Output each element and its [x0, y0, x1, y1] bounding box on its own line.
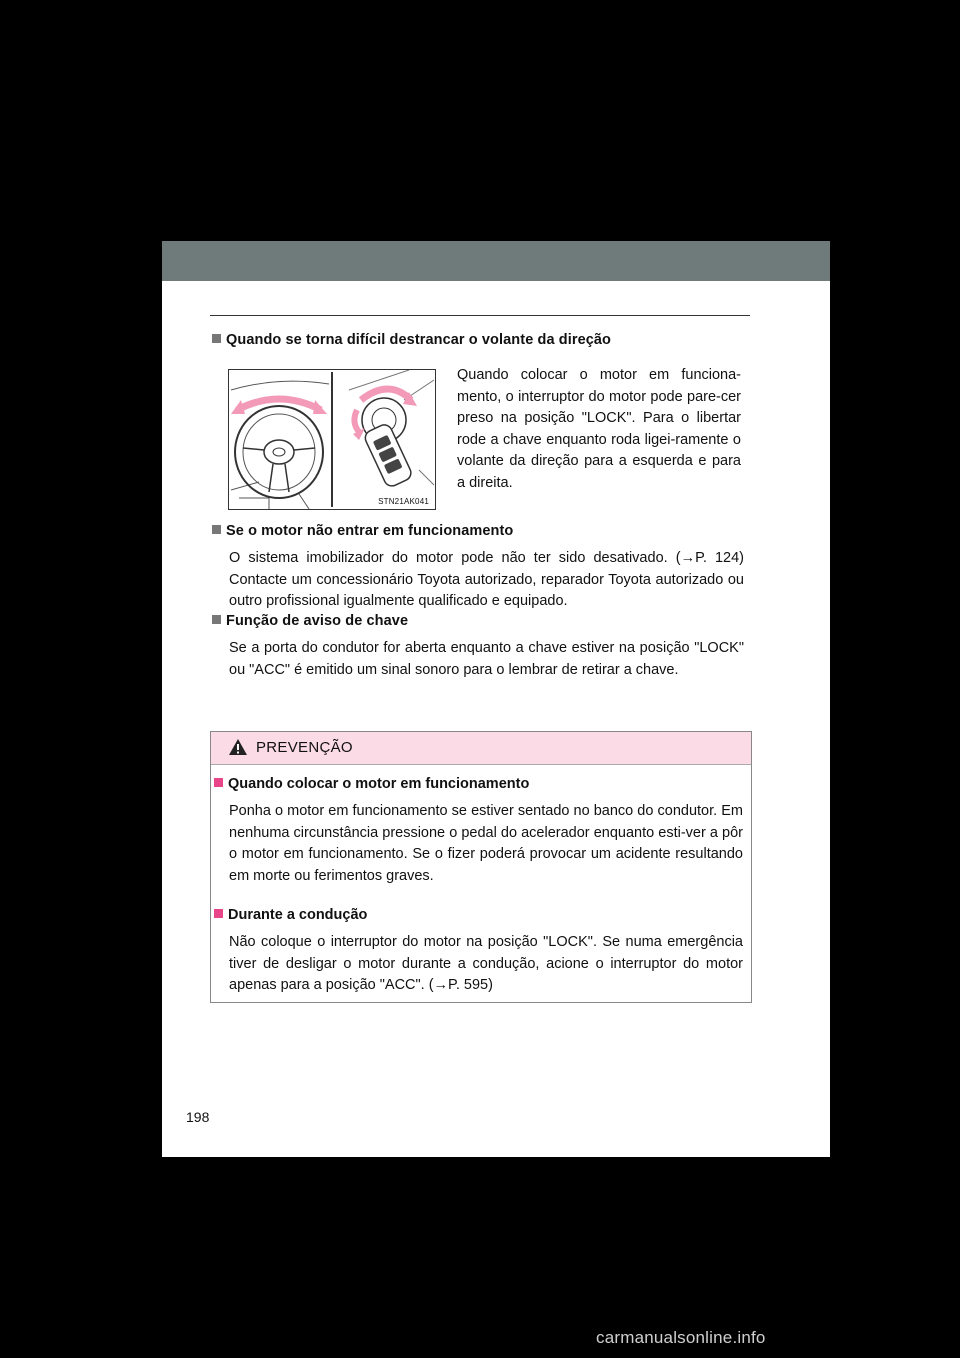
key-warning-text: Se a porta do condutor for aberta enquanto a chave estiver na posição "LOCK" ou "ACC" é emitido um sinal sonoro para o lembrar de retirar a chave.: [229, 640, 744, 678]
figure-description: Quando colocar o motor em funciona-mento, o interruptor do motor pode pare-cer preso na posição "LOCK". Para o libertar rode a chave enquanto roda ligei-ramente o volante da direção para a esquerda e para a direita.: [457, 367, 741, 491]
caution-driving-text: Não coloque o interruptor do motor na posição "LOCK". Se numa emergência tiver de desligar o motor durante a condução, acione o interruptor do motor apenas para a posição "ACC". (→P. 595): [229, 934, 743, 993]
caution-heading-starting: Quando colocar o motor em funcionamento: [214, 776, 529, 792]
section-heading-steering-lock: Quando se torna difícil destrancar o volante da direção: [212, 332, 611, 348]
caution-box: [210, 731, 752, 1003]
section-heading-engine-not-starting: Se o motor não entrar em funcionamento: [212, 523, 513, 539]
steering-wheel-key-illustration: [228, 369, 436, 510]
caution-title: PREVENÇÃO: [256, 739, 353, 756]
watermark: carmanualsonline.info: [596, 1328, 766, 1347]
caution-header: [211, 732, 751, 765]
engine-not-starting-text: O sistema imobilizador do motor pode não ter sido desativado. (→P. 124) Contacte um concessionário Toyota autorizado, reparador Toyota autorizado ou outro profissional igualmente qualificado e equipado.: [229, 550, 744, 609]
pink-square-bullet-icon: [214, 778, 223, 787]
caution-starting-text: Ponha o motor em funcionamento se estiver sentado no banco do condutor. Em nenhuma circunstância pressione o pedal do acelerador enquanto esti-ver a pôr o motor em funcionamento. Se o fizer poderá provocar um acidente resultando em morte ou ferimentos graves.: [229, 803, 743, 884]
manual-page: [162, 241, 830, 1157]
caution-heading-driving: Durante a condução: [214, 907, 367, 923]
square-bullet-icon: [212, 615, 221, 624]
pink-square-bullet-icon: [214, 909, 223, 918]
section-divider: [210, 315, 750, 316]
page-number: 198: [186, 1109, 210, 1125]
figure-code: STN21AK041: [378, 497, 429, 506]
header-bar: [162, 241, 830, 281]
square-bullet-icon: [212, 334, 221, 343]
steering-key-drawing: [229, 370, 435, 509]
square-bullet-icon: [212, 525, 221, 534]
section-heading-key-warning: Função de aviso de chave: [212, 613, 408, 629]
warning-triangle-icon: [228, 738, 248, 756]
